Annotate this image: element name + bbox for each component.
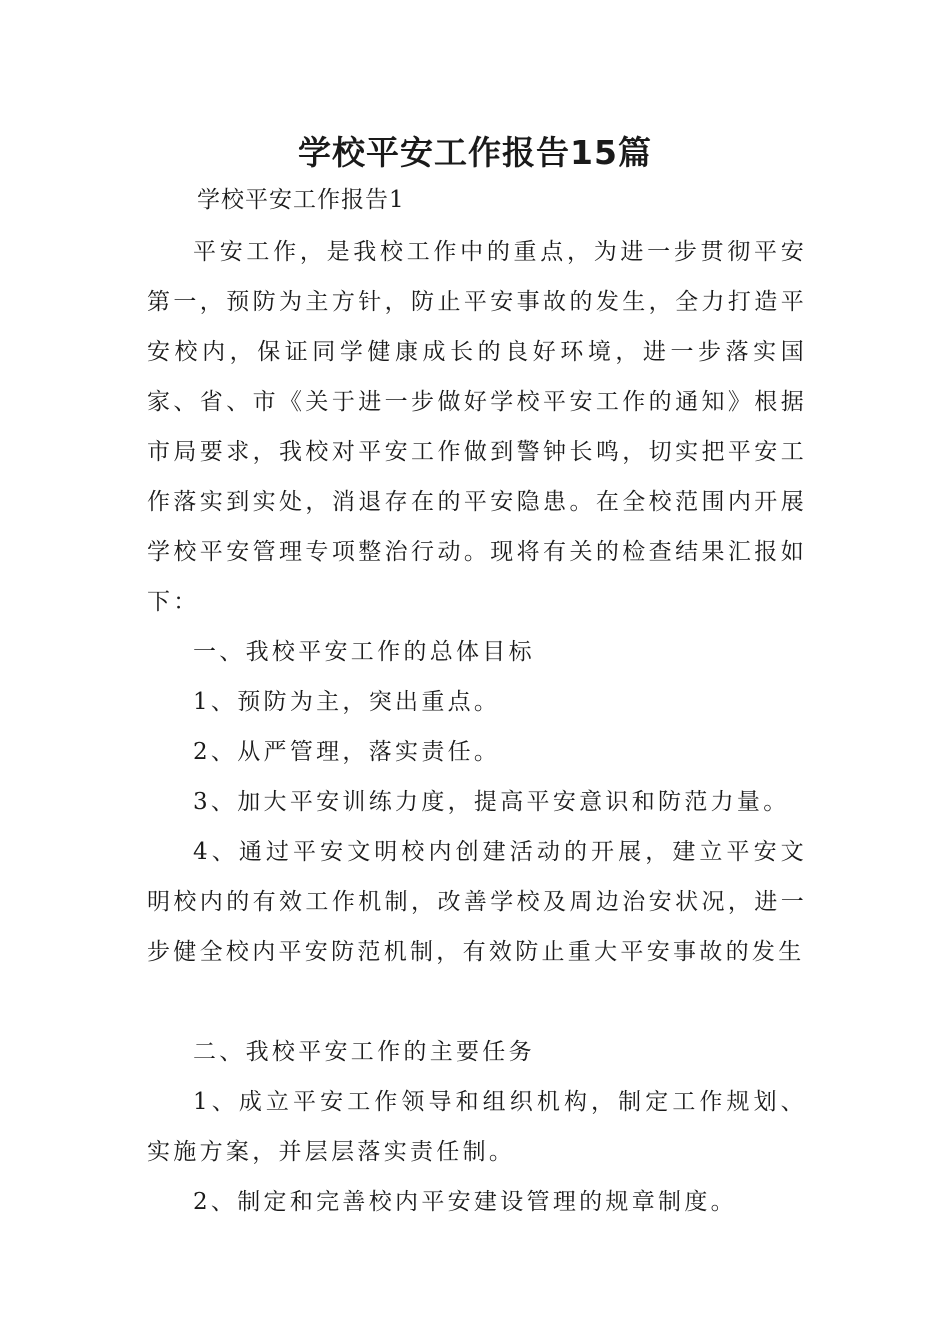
paragraph-intro: 平安工作，是我校工作中的重点，为进一步贯彻平安第一，预防为主方针，防止平安事故的发生，全力打造平安校内，保证同学健康成长的良好环境，进一步落实国家、省、市《关于进一步做好学校平安工作的通知》根据市局要求，我校对平安工作做到警钟长鸣，切实把平安工作落实到实处，消退存在的平安隐患。在全校范围内开展学校平安管理专项整治行动。现将有关的检查结果汇报如下： xyxy=(147,239,807,615)
section-subtitle: 学校平安工作报告1 xyxy=(197,187,405,213)
paragraph-heading-tasks: 二、我校平安工作的主要任务 xyxy=(193,1039,535,1065)
paragraph-item: 1、预防为主，突出重点。 xyxy=(193,689,501,715)
paragraph-item: 3、加大平安训练力度，提高平安意识和防范力量。 xyxy=(193,789,790,815)
paragraph-item: 1、成立平安工作领导和组织机构，制定工作规划、实施方案，并层层落实责任制。 xyxy=(147,1089,807,1165)
paragraph-item: 2、制定和完善校内平安建设管理的规章制度。 xyxy=(193,1189,737,1215)
document-title: 学校平安工作报告15篇 xyxy=(298,133,652,172)
paragraph-item: 2、从严管理，落实责任。 xyxy=(193,739,501,765)
paragraph-heading-goals: 一、我校平安工作的总体目标 xyxy=(193,639,535,665)
paragraph-item: 4、通过平安文明校内创建活动的开展，建立平安文明校内的有效工作机制，改善学校及周边治安状况，进一步健全校内平安防范机制，有效防止重大平安事故的发生 xyxy=(147,839,807,965)
document-body xyxy=(147,227,807,1227)
